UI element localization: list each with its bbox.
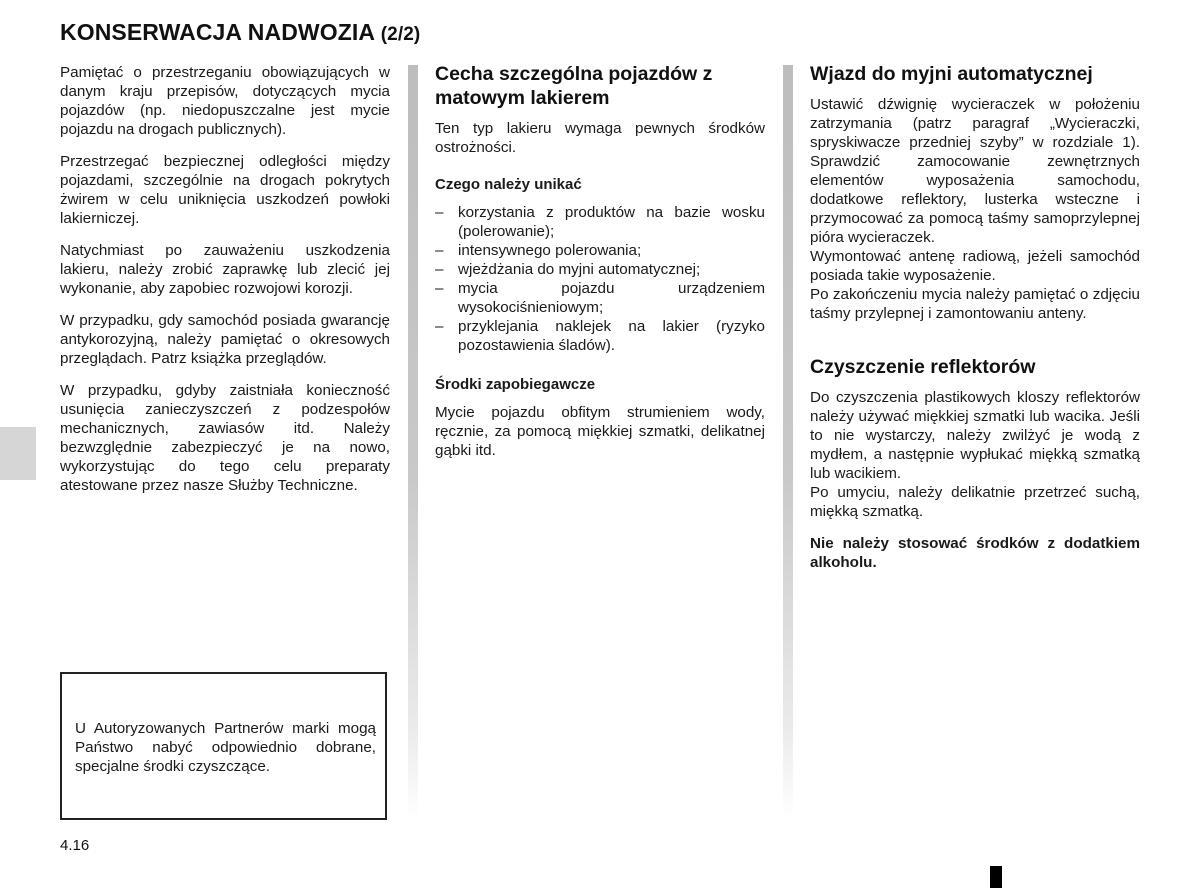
- alcohol-warning: Nie należy stosować środków z dodatkiem alkoholu.: [810, 535, 1140, 571]
- headlight-text: Po umyciu, należy delikatnie przetrzeć suchą, miękką szmatką.: [810, 484, 1140, 520]
- car-wash-instructions: [810, 95, 1140, 323]
- column-middle: [435, 62, 765, 473]
- list-item: – mycia pojazdu urządzeniem wysokociśnieniowym;: [435, 279, 765, 317]
- list-item: – korzystania z produktów na bazie wosku (polerowanie);: [435, 203, 765, 241]
- paragraph-mechanical-cleaning: W przypadku, gdyby zaistniała konieczność usunięcia zanieczyszczeń z podzespołów mechanicznych, zawiasów itd. Należy bezwzględnie zabezpieczyć je na nowo, wykorzystując do tego celu preparaty atestowane przez nasze Służby Techniczne.: [60, 382, 390, 494]
- column-left: [60, 63, 390, 508]
- page-title: [60, 19, 420, 46]
- chapter-tab-marker: [0, 427, 36, 480]
- paragraph-paint-damage: Natychmiast po zauważeniu uszkodzenia lakieru, należy zrobić zaprawkę lub zlecić jej wykonanie, aby zapobiec rozwojowi korozji.: [60, 242, 390, 297]
- list-item: – przyklejania naklejek na lakier (ryzyko pozostawienia śladów).: [435, 317, 765, 355]
- note-box: [60, 672, 387, 820]
- headlight-instructions: [810, 388, 1140, 521]
- heading-matte-paint: Cecha szczególna pojazdów z matowym lakierem: [435, 63, 713, 109]
- page-corner-mark: [990, 866, 1002, 888]
- heading-headlight-cleaning: Czyszczenie reflektorów: [810, 356, 1036, 378]
- paragraph-anticorrosion-warranty: W przypadku, gdy samochód posiada gwarancję antykorozyjną, należy pamiętać o okresowych przeglądach. Patrz książka przeglądów.: [60, 312, 390, 367]
- avoid-list: [435, 203, 765, 355]
- paragraph-safe-distance: Przestrzegać bezpiecznej odległości między pojazdami, szczególnie na drogach pokrytych żwirem w celu uniknięcia uszkodzeń powłoki lakierniczej.: [60, 153, 390, 227]
- page-number: 4.16: [60, 837, 90, 854]
- matte-paint-intro: Ten typ lakieru wymaga pewnych środków ostrożności.: [435, 120, 765, 156]
- car-wash-text: Wymontować antenę radiową, jeżeli samochód posiada takie wyposażenie.: [810, 248, 1140, 284]
- note-text: U Autoryzowanych Partnerów marki mogą Państwo nabyć odpowiednio dobrane, specjalne środki czyszczące.: [75, 720, 376, 775]
- list-item: – wjeżdżania do myjni automatycznej;: [435, 260, 765, 279]
- car-wash-text: Ustawić dźwignię wycieraczek w położeniu zatrzymania (patrz paragraf „Wycieraczki, spryskiwacze przedniej szyby” w rozdziale 1). Sprawdzić zamocowanie zewnętrznych elementów wyposażenia samochodu, dodatkowe reflektory, lusterka wsteczne i przymocować za pomocą taśmy samoprzylepnej pióra wycieraczek.: [810, 96, 1140, 246]
- preventive-measures-text: Mycie pojazdu obfitym strumieniem wody, ręcznie, za pomocą miękkiej szmatki, delikatnej gąbki itd.: [435, 404, 765, 459]
- page-title-part: (2/2): [380, 24, 421, 45]
- headlight-text: Do czyszczenia plastikowych kloszy reflektorów należy używać miękkiej szmatki lub wacika. Jeśli to nie wystarczy, należy zwilżyć je wodą z mydłem, a następnie wypłukać miękką szmatką lub wacikiem.: [810, 389, 1140, 482]
- heading-what-to-avoid: Czego należy unikać: [435, 176, 582, 193]
- car-wash-text: Po zakończeniu mycia należy pamiętać o zdjęciu taśmy przylepnej i zamontowaniu anteny.: [810, 286, 1140, 322]
- heading-car-wash: Wjazd do myjni automatycznej: [810, 63, 1093, 85]
- paragraph-washing-regulations: Pamiętać o przestrzeganiu obowiązujących w danym kraju przepisów, dotyczących mycia pojazdów (np. niedopuszczalne jest mycie pojazdu na drogach publicznych).: [60, 64, 390, 138]
- list-item: – intensywnego polerowania;: [435, 241, 765, 260]
- column-divider: [408, 65, 418, 820]
- column-right: [810, 62, 1140, 585]
- page-title-text: KONSERWACJA NADWOZIA: [60, 19, 375, 45]
- column-divider: [783, 65, 793, 820]
- heading-preventive-measures: Środki zapobiegawcze: [435, 376, 596, 393]
